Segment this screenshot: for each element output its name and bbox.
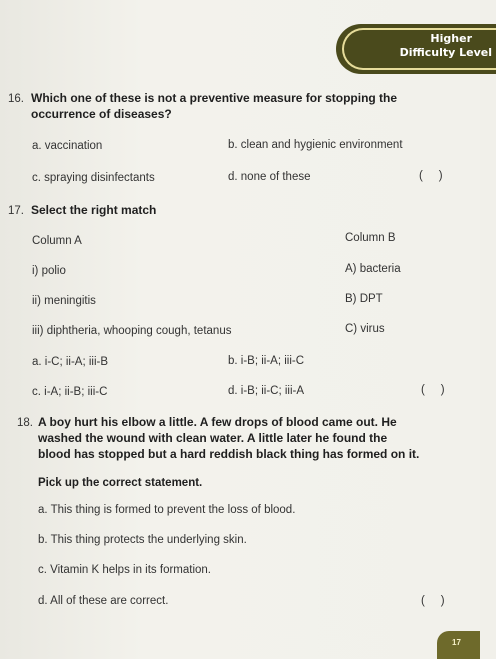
column-a-item-2: ii) meningitis (32, 295, 96, 307)
question-18-number: 18. (17, 417, 33, 429)
q18-answer-box[interactable]: ( ) (421, 595, 445, 607)
badge-line-2: Difficulty Level (399, 46, 492, 59)
column-a-item-3: iii) diphtheria, whooping cough, tetanus (32, 325, 232, 337)
q18-option-d[interactable]: d. All of these are correct. (38, 595, 169, 607)
q16-answer-box[interactable]: ( ) (419, 170, 443, 182)
column-b-item-1: A) bacteria (345, 263, 401, 275)
question-18-line-2: washed the wound with clean water. A little later he found the (38, 431, 388, 445)
badge-text (372, 32, 492, 60)
question-18-line-3: blood has stopped but a hard reddish black thing has formed on it. (38, 447, 420, 461)
column-b-item-3: C) virus (345, 323, 385, 335)
column-b-item-2: B) DPT (345, 293, 383, 305)
q17-option-a[interactable]: a. i-C; ii-A; iii-B (32, 356, 109, 368)
q18-option-b[interactable]: b. This thing protects the underlying skin. (38, 534, 247, 546)
q17-answer-box[interactable]: ( ) (421, 384, 445, 396)
q16-option-c[interactable]: c. spraying disinfectants (32, 172, 155, 184)
q17-option-d[interactable]: d. i-B; ii-C; iii-A (228, 385, 305, 397)
column-a-item-1: i) polio (32, 265, 66, 277)
q16-option-b[interactable]: b. clean and hygienic environment (228, 139, 403, 151)
badge-line-1: Higher (430, 32, 472, 45)
q17-option-c[interactable]: c. i-A; ii-B; iii-C (32, 386, 108, 398)
q16-option-a[interactable]: a. vaccination (32, 140, 103, 152)
column-b-header: Column B (345, 232, 396, 244)
difficulty-badge (336, 24, 496, 74)
column-a-header: Column A (32, 235, 82, 247)
question-17-number: 17. (8, 205, 24, 217)
question-16-text: Which one of these is not a preventive measure for stopping the occurrence of diseases? (31, 91, 398, 121)
q18-option-a[interactable]: a. This thing is formed to prevent the loss of blood. (38, 504, 296, 516)
question-17-text: Select the right match (31, 203, 157, 217)
q18-option-c[interactable]: c. Vitamin K helps in its formation. (38, 564, 211, 576)
page-number: 17 (452, 638, 461, 647)
question-18-line-1: A boy hurt his elbow a little. A few drops of blood came out. He (38, 415, 397, 429)
q17-option-b[interactable]: b. i-B; ii-A; iii-C (228, 355, 305, 367)
question-16-number: 16. (8, 93, 24, 105)
question-18-prompt: Pick up the correct statement. (38, 477, 203, 489)
q16-option-d[interactable]: d. none of these (228, 171, 311, 183)
